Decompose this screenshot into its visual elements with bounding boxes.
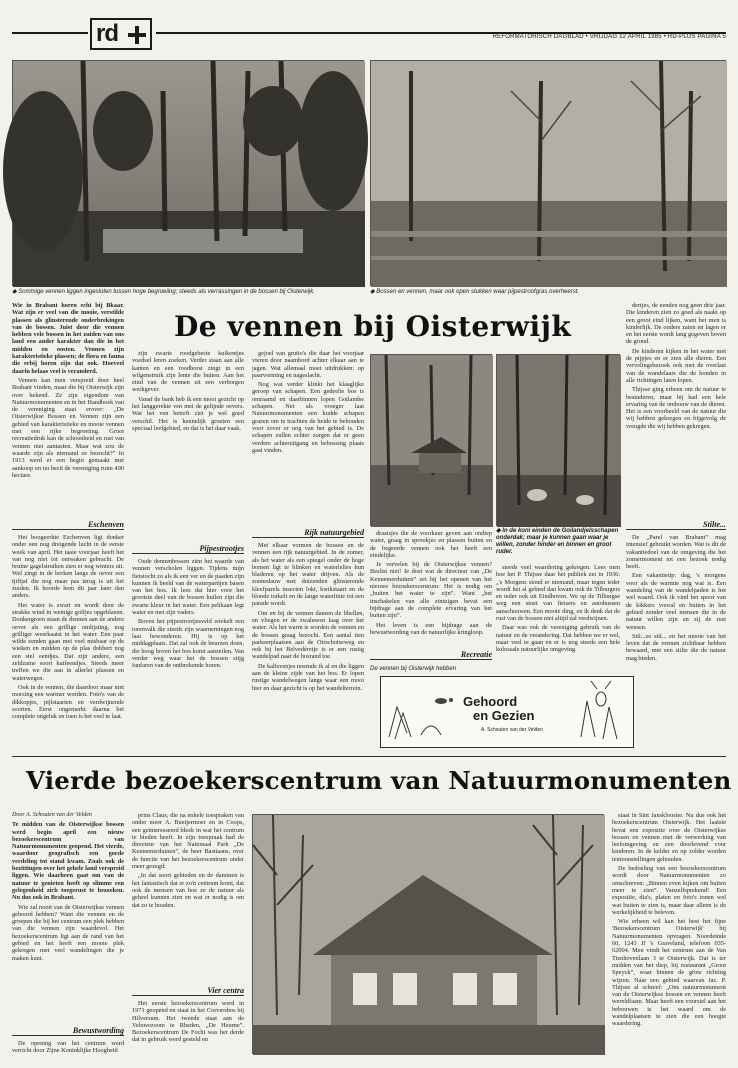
paragraph: Wie erheen wil kan het best het fijne 'Bezoekerscentrum Oisterwijk' bij Natuurmonumenten opvragen. Noordeinde 60, 1243 JJ 's Graveland, telefoon 035-62004. Men vindt het centrum aan de Van Tienhovenlaan 3 te Oisterwijk. Dat is ter midden van het diep, bij restaurant „Groot Speyck”, waar binnen de grote richting wijzen. Naar een gebied waarvan Jac. P. Thijsse al schreef: „Ons natuurmonument van de Oisterwijkse bossen en vennen heeft wereldfaam. Maar heeft een voorstel aan het bebouwen is het waard om de wandelplaatsen te zien die een hoogte waardering. <box>612 918 726 1028</box>
subhead-eschenven: Eschenven <box>12 520 124 530</box>
subhead-vier-centra: Vier centra <box>132 986 244 996</box>
gezien-title <box>463 695 534 723</box>
masthead-rule-left <box>12 32 88 34</box>
paragraph: Wie zal nooit van de Oisterwijkse vennen gehoord hebben? Want die vennen en de groepen die bij het centrum een plek hebben van die vennen zijn waardevol. Het bezoekerscentrum ligt aan de rand van het gebied en het heeft een mooie plek gekregen met veel wandelingen die je maken kunt. <box>12 903 124 962</box>
article-column-6 <box>626 302 726 516</box>
newspaper-page <box>12 8 732 1058</box>
article-column-3b <box>252 542 364 748</box>
paragraph: „In dat soort gebieden en de dammen is het fantastisch dat er zo'n centrum komt, dat ook de mensen van hoe ze de natuur als geheel kunnen zien en wat er nodig is om dat zo te houden. <box>132 872 244 909</box>
article2-column-2 <box>132 812 244 982</box>
article2-column-2b <box>132 1000 244 1058</box>
paragraph: Boven het pijpestrootjesveld wiekelt een torenvalk die steeds zijn waarnemingen nog laat bewonderen. Hij is op het middagplaats. Dat zal ook de beurzen doen, die boog boven het bos komt aanzeilen. Van verder weg waar het de bossen stijg fanfaren van de ontbrekende horen. <box>132 618 244 670</box>
caption-photo-middle: ◆ In de koni einden de Goilandjelsschapen onderdak; maar je kunnen gaan waar je willen, zonder hinder en binnen en groot ruder. <box>496 528 619 555</box>
photo-heath-open <box>370 60 726 286</box>
paragraph: De opening van het centrum werd verricht door Zijne Koninklijke Hoogheid <box>12 1040 124 1055</box>
paragraph: De bedoeling van een bezoekerscentrum wordt door Natuurmonumenten zo omschreven: „Binnen even kijken om buiten meer te zien”. Vanzelfsprekend! Een expositie, dia's, platen en foto's tonen wel wat buiten te zien is, maar daar alleen is de werkelijkheid te beleven. <box>612 865 726 916</box>
article-column-6b <box>626 534 726 746</box>
paragraph: draaisjes die de voorkeur geven aan ondiep water, graag in sprookjes en plassen buiten en de begeerde vennen ook het heeft een eindelijke. <box>370 530 492 559</box>
paragraph: De „Parel van Brabant” mag intensief gebruikt worden. Wat is dit de vakantiedoel van de omgeving die het zomermoment tot een bezoek nodig heeft. <box>626 534 726 571</box>
photo-gotlandse-schapen <box>496 354 620 526</box>
subhead-pijpestrootjes: Pijpestrootjes <box>132 544 244 554</box>
paragraph: Vanaf de bank heb ik een mooi gezicht op het langgerekte ven met de gelijnde oevers. Wat het ven betreft ziet je wel goed verschil. Het is kennelijk groeien een speciaal leefgebied, en dat is het daar vaak. <box>132 395 244 432</box>
paragraph: De kalfsvenjes noemde ik al en die liggen aan de kleine zijde van het bos. Er lopen rustige wandelwegen langs waar een mooi hier en daar gezicht is op het wandelterrein. <box>252 662 364 692</box>
photo-schapen-hut <box>370 354 492 526</box>
subhead-bewustwording: Bewustwording <box>12 1026 124 1036</box>
subhead-recreatie: Recreatie <box>370 650 492 660</box>
paragraph: Vennen kan men verspreid door heel Brabant vinden, maar die bij Oisterwijk zijn over bekend. Ze zijn eigendom van Natuurmonumenten en in het Handboek van de vereniging staat erover: „De Oisterwijkse Bossen en Vennen zijn een gebied van karakteristieke en mooie vennen met een rijke begroeiing. Groot recreatiedruk kan de schoonheid en rust van vennen niet aantasten. Maar wat zou de waarde zijn als niemand ze bezocht?” In 1913 werd er een begin gemaakt met aankoop en nu bezit de vereniging ruim 490 hectare. <box>12 376 124 479</box>
paragraph: dertjes, de eenden nog geen drie jaar. Die kinderen zien zo goed als naakt op een groot eind lijken, want het men is kinderlijk. De ouders zaten en lagen er en het eerste wordt lang gegeven boven de grond. <box>626 302 726 346</box>
subhead-stilte: Stilte... <box>626 520 726 530</box>
paragraph: Om en bij de vennen dansen de libellen, en vliegen er de zwaluwen laag over het water. Als het warm is worden de vennen en de bossen graag bezocht. Een aantal tien parkeerplaatsen aan de Oirschotseweg en ook bij het Belvedèretje is er een rustig wandelpad naar de bosrand toe. <box>252 609 364 661</box>
paragraph: De kinderen kijken in het water met de pijpjes en er zien alle dieren. Een vervelingsbezoek ook met de overlast van de wandelaars die de honden in alle richtingen laten lopen. <box>626 347 726 384</box>
masthead <box>12 8 726 52</box>
paragraph: Een vakantietip: dag, 's morgens voor als de warmte nog wat is. Een wandeling van de wandelpaden is het wel waard. Ook ik vind het spoor van de kikkers vooral en buiten in het gebied zonder veel mensen die in de natuur willen zijn en zij de rust wensen. <box>626 572 726 631</box>
paragraph: Het boogeerkte Eschenven ligt donker onder een nog dreigende lucht in de eerste week van april. Het taaie voorjaar heeft het van nog niet tot ontwaken gebracht. De bruine gagelstruiken zien er nog winters uit. Wel zingt in de berken langs de oever een tjiftjaf die nog maar pas terug is uit het zuiden. Ik hoorde hem dit jaar later dan anders. <box>12 534 124 600</box>
section-divider <box>12 756 726 757</box>
paragraph: Daar was ook de vereniging gebruik van de natuur en de verandering. Dat hebben we er wel, maar veel te gaan en er is nog steeds een hele kolossale natuurlijke omgeving. <box>496 624 620 654</box>
plus-icon <box>128 26 146 44</box>
gezien-title-line1: Gehoord <box>463 694 518 709</box>
photo-forest-vennen <box>12 60 364 286</box>
paragraph: Het water is zwart en wordt door de strakke wind in weinige golfjes opgeblazen. Donkergroen staan de dennen aan de andere oever als een grillige omlijsting, nog grilliger weerkaatst in het water. Een paar wilde eenden gaan met veel misbaar op de wieken en midden op de plas dobbert nog een stel eendjes. Dat zijn andere, een zeldzame soort kuifeendjes. Steeds meer treffen we die aan in allerlei plassen en waterwegen. <box>12 601 124 682</box>
headline-vennen: De vennen bij Oisterwijk <box>174 310 572 343</box>
paragraph: Stil...zo stil... en het mooie van het leven dat de vennen zichtbaar hebben bewaard, met een stilte die de natuur mag bieden. <box>626 632 726 662</box>
paragraph: prins Claus, die na enkele toespraken van onder meer A. Bueijermoer en in Coops, een geïnteresseerd bleek in wat het centrum te bieden heeft. In zijn toespraak had de directeur van het Nationaal Park „De Kennemerduinen”, de heer Bastiaans, over de functie van het bezoekerscentrum onder meer gezegd: <box>132 812 244 871</box>
article-column-3 <box>252 350 364 526</box>
photo-bezoekerscentrum <box>252 814 604 1054</box>
paragraph: Je vervelen bij de Oisterwijkse vennen? Beslist niet! Je doet wat de directeur van „De Kennemerduinen” zei bij het openen van het nieuwe bezoekerscentrum: Het is nodig om „buiten het water te zijn”. Want „het inschakelen van alle zintuigen bevat een bijdrage aan de complete ervaring van het buiten zijn”. <box>370 561 492 620</box>
article-lead: Wie in Brabant horen echt bij Bkaar. Wat zijn er veel van die mooie, verstilde plassen als glinsterende onderbrekingen van de bossen. Juist door die vennen hebben vele bossen in het zuiden van ons land een ander karakter dan die in het midden en oosten. Vennen zijn karakteristieke plassen; de flora en fauna die erbij horen zijn dat ook. Hoeveel daarin helaas veel is veranderd. <box>12 302 124 375</box>
paragraph: Ook in de vennen, die daardoor maar niet morsing een warmer worden. Foto's van de dikkopjes, pijlstaarten en verdwijnende soorten. Eerst ongemerkt daarna het complete ongeluk en toen is het veel te laat. <box>12 683 124 721</box>
article2-column-1b <box>12 1040 124 1058</box>
article-column-2 <box>132 350 244 540</box>
article-column-4 <box>370 530 492 636</box>
article2-lead: Te midden van de Oisterwijkse bossen werd begin april een nieuw bezoekerscentrum van Natuurmonumenten geopend. Het vierde, waardoor geografisch een goede verdeling tot stand kwam. Zoals ook de bezittingen over het gehele land verspreid liggen. Wie daarheen gaat om van de natuur te genieten heeft op slimme een gelegenheid zich toegerust te bezoeken. Nu dus ook in Brabant. <box>12 821 124 902</box>
gezien-title-line2: en Gezien <box>473 708 535 723</box>
article-column-5 <box>496 564 620 670</box>
caption-small: De vennen bij Oisterwijk hebben <box>370 666 457 672</box>
paragraph: staat in Sint Jansklooster. Nu dus ook het bezoekerscentrum Oisterwijk. Het laatste bevat een expositie over de Oisterwijkse bossen en vennen met de verwerking van leefomgeving en een doorlevend voor kinderen. In de kelder en op zolder worden tentoonstellingen gehouden. <box>612 812 726 863</box>
caption-photo-right: ◆ Bossen en vennen, maar ook open stukken waar pijpestroofgras overheerst. <box>370 289 580 295</box>
paragraph: Thijsse ging erheen om de natuur te bestuderen, maar hij had een hele ervaring van de ombouw van de dieren. Het is een voorbeeld van de natuur die wij hebben gekregen en bijgevolg de vreugde die wij hebben gekregen. <box>626 386 726 430</box>
caption-photo-left: ◆ Sommige vennen liggen ingesloten tussen hoge begroeiing; steeds als verrassingen in de bossen bij Oisterwijk. <box>12 289 315 295</box>
subhead-rijk-natuurgebied: Rijk natuurgebied <box>252 528 364 538</box>
paragraph: Nog wat verder klinkt het klaaglijke geroep van schapen. Een gedeelte bos is omraamd en daarbinnen lopen Gotlandse schapen. Net als vroeger laat Natuurmonumenten een kudde schapen grazen om te trachten de heide te behouden voor zover er nog van het gebied is. De schapen zullen echter zorgen dat er geen verdere achteruitgang en bebossing plaats gaat vinden. <box>252 381 364 454</box>
article2-column-3 <box>612 812 726 1056</box>
paragraph: Het leven is een bijdrage aan de bewustwording van de natuurlijke kringloop. <box>370 621 492 636</box>
page-folio: REFORMATORISCH DAGBLAD • VRIJDAG 12 APRIL 1985 • RD-PLUS PAGINA 5 <box>492 34 726 40</box>
article-column-2b <box>132 558 244 748</box>
paragraph: gejoel van grutto's die daar het voorjaar vieren door naambord achter elkaar aan te jagen. Wat allemaal moet uitdrukken: op paarvorming en nageslacht. <box>252 350 364 379</box>
paragraph: steeds veel waardering gekregen. Lees men hoe het P. Thijsse daar het publiek zei in 1936: „'s Morgens stond er niemand, maar tegen ieder wordt het al gebied dan kwam ook de Tilburgers en ieder ook uit Eindhoven. We op de Tilburgse weg een stoet van fietsers en autobussen aanschouwen. Een mooie ding, en ik denk dat de rust van de bossen niet altijd zal verdwijnen. <box>496 564 620 623</box>
article-column-1b <box>12 534 124 748</box>
paragraph: Oude dennenbossen zien het waarde van vennen verscholen liggen. Tijdens mijn fietstocht zo als ik een ver en de paaden zijn kunnen ik beeld van de waterpartijen basen van het bos. Ik lees dat hier voor het grootste deel van de bossen kuilen zijn die zwarte kleur in het water. Een pelikaan legt water en met zijn vaders. <box>132 558 244 617</box>
gehoord-en-gezien-box <box>380 676 634 748</box>
byline: Door A. Schouten van der Velden <box>12 812 92 818</box>
gezien-author: A. Schouten van der Velden <box>481 727 543 733</box>
paragraph: Het eerste bezoekerscentrum werd in 1971 geopend en staat in het Corversbos bij Hilversum. Het tweede staat aan de Veluwezoom te Rheden, „De Heurne”. Bezoekerscentrum De Fochi was het derde dat in gebruik werd gesteld en <box>132 1000 244 1044</box>
headline-bezoekerscentrum: Vierde bezoekerscentrum van Natuurmonumenten <box>26 766 732 795</box>
rd-logo <box>90 18 152 50</box>
logo-text: rd <box>96 20 118 47</box>
article2-column-1 <box>12 812 124 1024</box>
paragraph: Met elkaar vormen de bossen en de vennen een rijk natuurgebied. In de zomer, als het water als een spiegel onder de hoge bomen ligt te blinken en waterlelies hun bladeren op het water drijven. Als de zonnedauw met duizenden glinsterende kleefparels insecten lokt, kwikstaart en de blonde torkelt en de lange waterlinie tot een parade wordt. <box>252 542 364 608</box>
paragraph: zijn zwarte roodgebeste kuikentjes voedsel leren zoeken. Verder staan aan alle kanten en een roodborst zingt in een wilgenstruik zijn lente die buiten. Aan het eind van de vennen zit een verborgen werkgever. <box>132 350 244 394</box>
